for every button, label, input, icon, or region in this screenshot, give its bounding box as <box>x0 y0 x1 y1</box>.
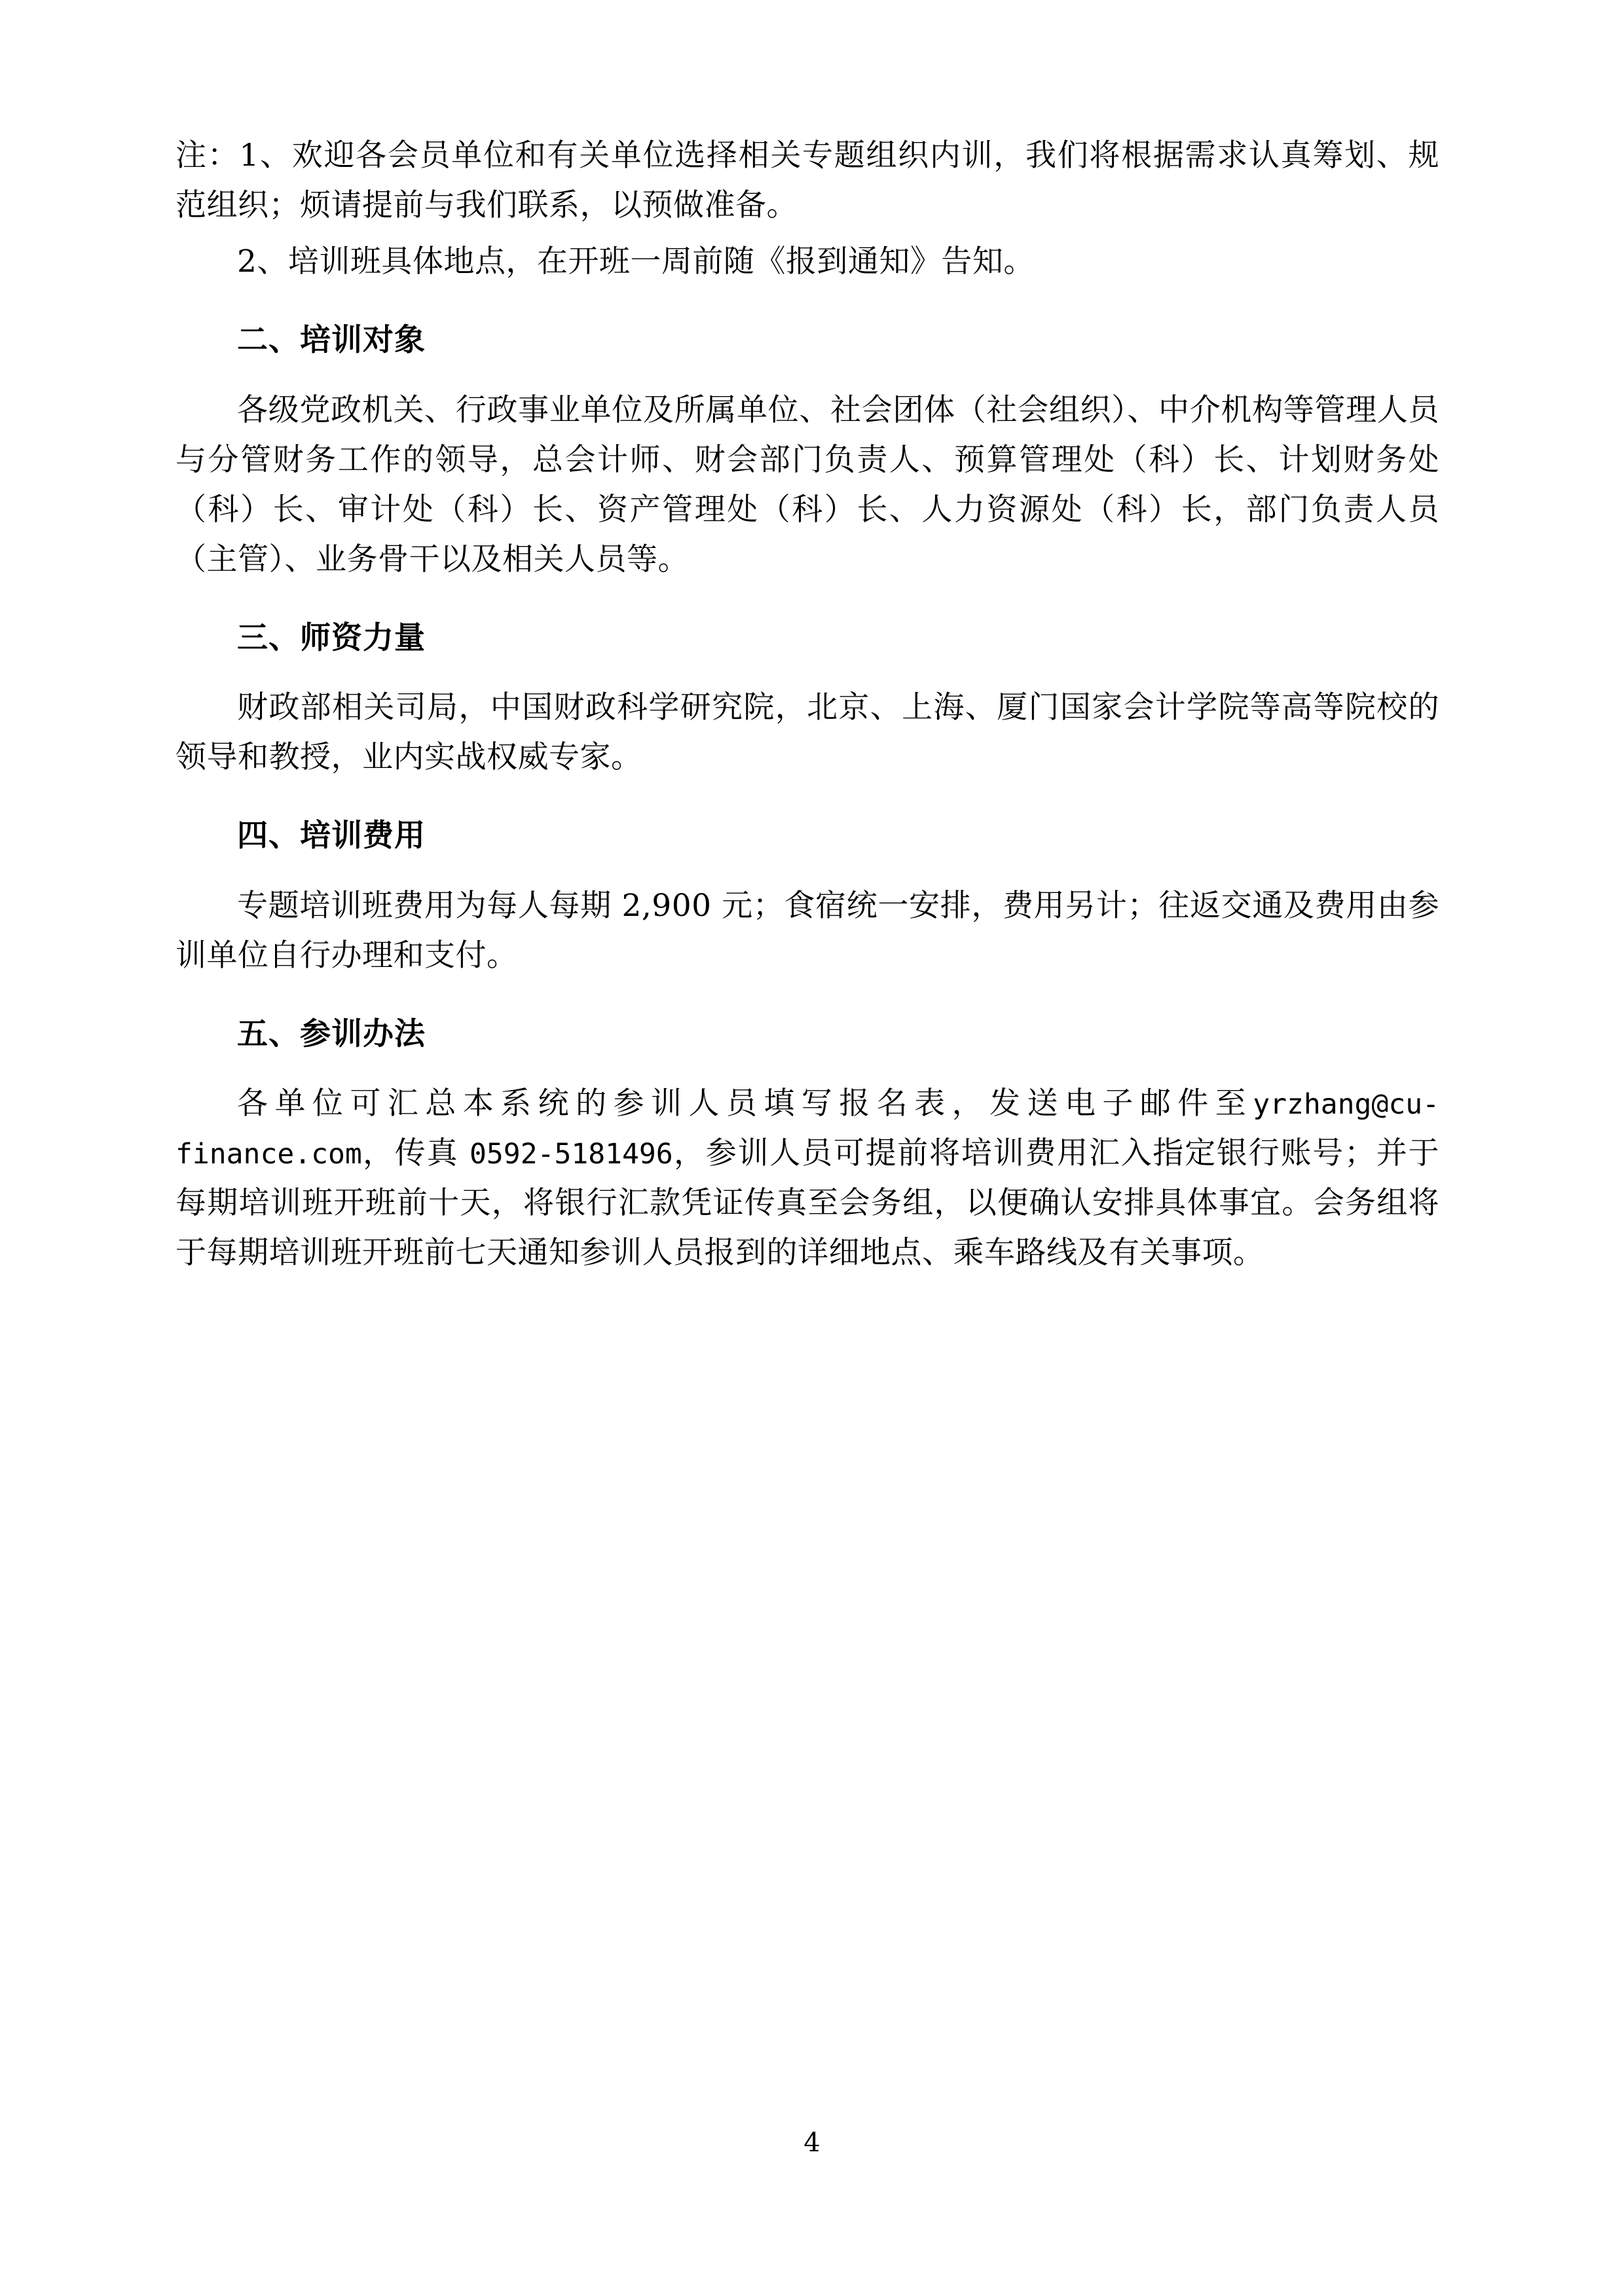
section-heading-4: 四、培训费用 <box>237 818 426 854</box>
section-heading-2: 二、培训对象 <box>237 322 426 359</box>
section-body-4: 专题培训班费用为每人每期 2,900 元；食宿统一安排，费用另计；往返交通及费用由参训单位自行办理和支付。 <box>175 887 1439 974</box>
section-body-2: 各级党政机关、行政事业单位及所属单位、社会团体（社会组织）、中介机构等管理人员与分管财务工作的领导，总会计师、财会部门负责人、预算管理处（科）长、计划财务处（科）长、审计处（科）长、资产管理处（科）长、人力资源处（科）长，部门负责人员（主管）、业务骨干以及相关人员等。 <box>175 392 1439 577</box>
section-body-3: 财政部相关司局，中国财政科学研究院，北京、上海、厦门国家会计学院等高等院校的领导和教授，业内实战权威专家。 <box>175 689 1439 776</box>
contact-email: yrzhang@cu-finance.com <box>175 1087 1439 1171</box>
section-heading-3: 三、师资力量 <box>237 620 426 656</box>
note-2: 2、培训班具体地点，在开班一周前随《报到通知》告知。 <box>237 244 1035 280</box>
section-body-5 <box>175 1079 1439 1279</box>
section-5-text-part2: ，传真 <box>361 1135 470 1171</box>
section-heading-5: 五、参训办法 <box>237 1015 426 1052</box>
page-number: 4 <box>803 2128 821 2158</box>
section-5-text-part3: ，参训人员可提前将培训费用汇入指定银行账号；并于每期培训班开班前十天，将银行汇款凭证传真至会务组，以便确认安排具体事宜。会务组将于每期培训班开班前七天通知参训人员报到的详细地点、乘车路线及有关事项。 <box>175 1135 1439 1271</box>
section-5-text-part1: 各单位可汇总本系统的参训人员填写报名表，发送电子邮件至 <box>237 1085 1253 1121</box>
note-1: 注：1、欢迎各会员单位和有关单位选择相关专题组织内训，我们将根据需求认真筹划、规范组织；烦请提前与我们联系，以预做准备。 <box>175 137 1439 224</box>
contact-fax: 0592-5181496 <box>470 1138 673 1171</box>
page-content <box>175 131 1439 1282</box>
